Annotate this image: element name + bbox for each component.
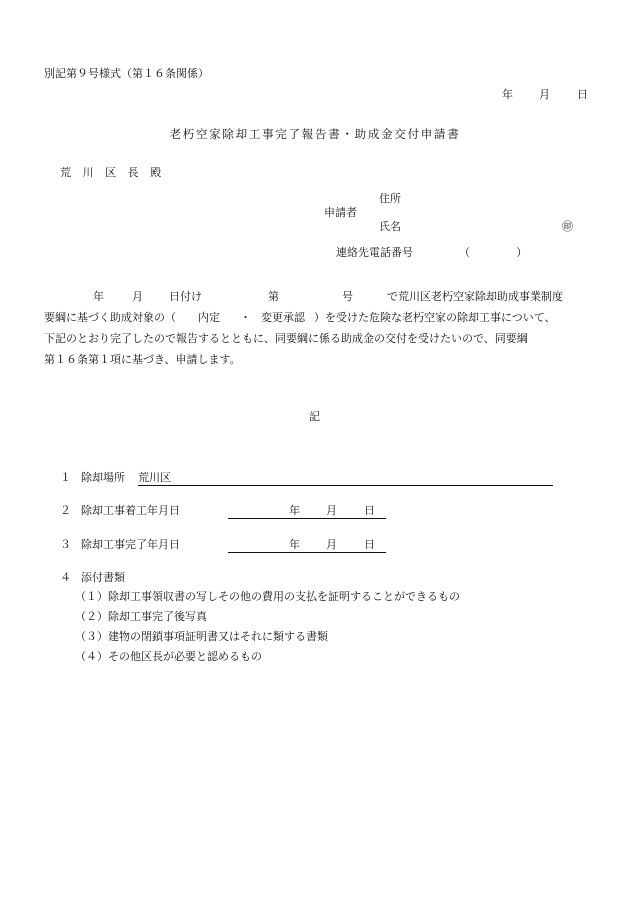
start-day: 日 [364, 504, 375, 517]
date-day: 日 [577, 88, 588, 101]
body-line1-tail: で荒川区老朽空家除却助成事業制度 [387, 290, 563, 303]
option-naitei: 内定 [198, 311, 220, 324]
body-line2-head: 要綱に基づく助成対象の（ [44, 311, 176, 324]
start-month: 月 [326, 504, 337, 517]
option-separator: ・ [240, 311, 251, 324]
seal-mark: ㊞ [562, 220, 573, 233]
body-day: 日付け [169, 290, 202, 303]
date-year: 年 [502, 88, 513, 101]
item-label: 除却工事完了年月日 [81, 538, 180, 551]
document-title: 老朽空家除却工事完了報告書・助成金交付申請書 [169, 127, 461, 141]
completion-day: 日 [364, 538, 375, 551]
item-number: １ [60, 471, 71, 484]
address-label: 住所 [379, 192, 401, 205]
body-month: 月 [132, 290, 143, 303]
item-label: 除却場所 [81, 471, 125, 484]
addressee: 荒川区長殿 [60, 166, 173, 179]
location-underline [138, 485, 553, 486]
body-dai: 第 [268, 290, 279, 303]
body-line2-tail: ）を受けた危険な老朽空家の除却工事について、 [314, 311, 556, 324]
date-month: 月 [539, 88, 550, 101]
attachment-item: （１）除却工事領収書の写しその他の費用の支払を証明することができるもの [75, 590, 460, 603]
start-date-underline [228, 518, 386, 519]
item-number: ２ [60, 504, 71, 517]
ki-heading: 記 [309, 410, 320, 423]
attachment-item: （４）その他区長が必要と認めるもの [75, 650, 262, 663]
form-number: 別記第９号様式（第１６条関係） [44, 67, 209, 80]
item-value: 荒川区 [138, 471, 171, 484]
option-henko: 変更承認 [261, 311, 305, 324]
body-line4: 第１６条第１項に基づき、申請します。 [44, 353, 241, 366]
completion-year: 年 [289, 538, 300, 551]
body-go: 号 [342, 290, 353, 303]
phone-label: 連絡先電話番号 [336, 246, 413, 259]
item-number: ４ [60, 571, 71, 584]
item-label: 添付書類 [81, 571, 125, 584]
completion-month: 月 [326, 538, 337, 551]
name-label: 氏名 [379, 220, 401, 233]
attachment-item: （２）除却工事完了後写真 [75, 610, 207, 623]
body-line3: 下記のとおり完了したので報告するとともに、同要綱に係る助成金の交付を受けたいので、同要綱 [44, 332, 528, 345]
start-year: 年 [289, 504, 300, 517]
body-year: 年 [93, 290, 104, 303]
completion-date-underline [228, 552, 386, 553]
applicant-label: 申請者 [324, 206, 357, 219]
attachment-item: （３）建物の閉鎖事項証明書又はそれに類する書類 [75, 630, 328, 643]
item-label: 除却工事着工年月日 [81, 504, 180, 517]
phone-parens: （ ） [459, 246, 531, 259]
item-number: ３ [60, 538, 71, 551]
